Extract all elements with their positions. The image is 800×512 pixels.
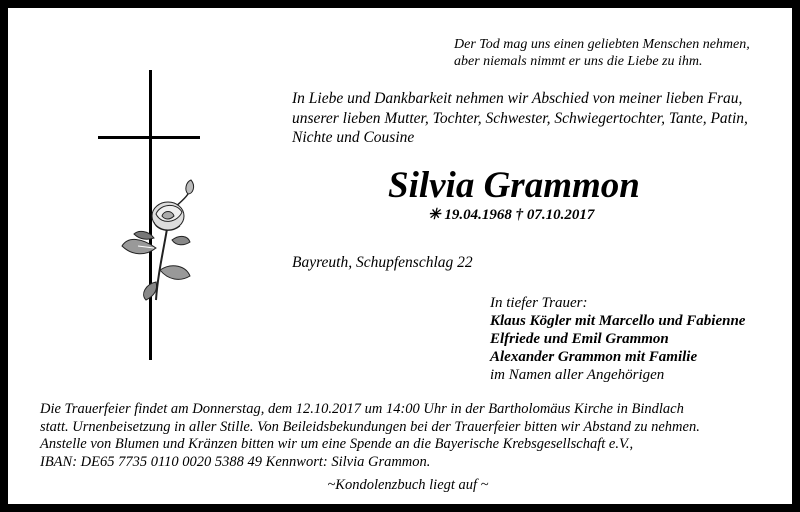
quote-line: Der Tod mag uns einen geliebten Menschen nehmen, (454, 37, 750, 52)
mourner-name: Alexander Grammon mit Familie (490, 349, 698, 365)
notice-line: Die Trauerfeier findet am Donnerstag, dem 12.10.2017 um 14:00 Uhr in der Bartholomäus Kirche in Bindlach (40, 401, 684, 417)
life-dates: ✳ 19.04.1968 † 07.10.2017 (428, 207, 595, 223)
notice-line: statt. Urnenbeisetzung in aller Stille. Von Beileidsbekundungen bei der Trauerfeier bitten wir Abstand zu nehmen. (40, 418, 700, 435)
funeral-notice (40, 401, 770, 471)
intro-line: In Liebe und Dankbarkeit nehmen wir Abschied von meiner lieben Frau, (292, 90, 743, 107)
mourner-name: Elfriede und Emil Grammon (490, 331, 669, 347)
mourners-block (490, 294, 745, 384)
notice-line: Anstelle von Blumen und Kränzen bitten wir um eine Spende an die Bayerische Krebsgesellschaft e.V., (40, 436, 634, 452)
location: Bayreuth, Schupfenschlag 22 (292, 254, 473, 271)
intro-line: unserer lieben Mutter, Tochter, Schwester, Schwiegertochter, Tante, Patin, (292, 109, 748, 127)
intro-line: Nichte und Cousine (292, 129, 415, 146)
mourner-name: Klaus Kögler mit Marcello und Fabienne (490, 313, 746, 329)
quote-line: aber niemals nimmt er uns die Liebe zu ihm. (454, 54, 703, 69)
condolence-book-note: ~Kondolenzbuch liegt auf ~ (327, 477, 489, 493)
cross-icon (98, 70, 203, 360)
quote (454, 36, 750, 70)
rose-icon (122, 180, 194, 300)
deceased-name: Silvia Grammon (388, 165, 640, 206)
notice-line: IBAN: DE65 7735 0110 0020 5388 49 Kennwort: Silvia Grammon. (40, 453, 431, 470)
mourners-closing: im Namen aller Angehörigen (490, 367, 665, 383)
mourners-heading: In tiefer Trauer: (490, 295, 588, 311)
cross-rose-illustration (98, 70, 203, 360)
intro-text (292, 89, 748, 148)
